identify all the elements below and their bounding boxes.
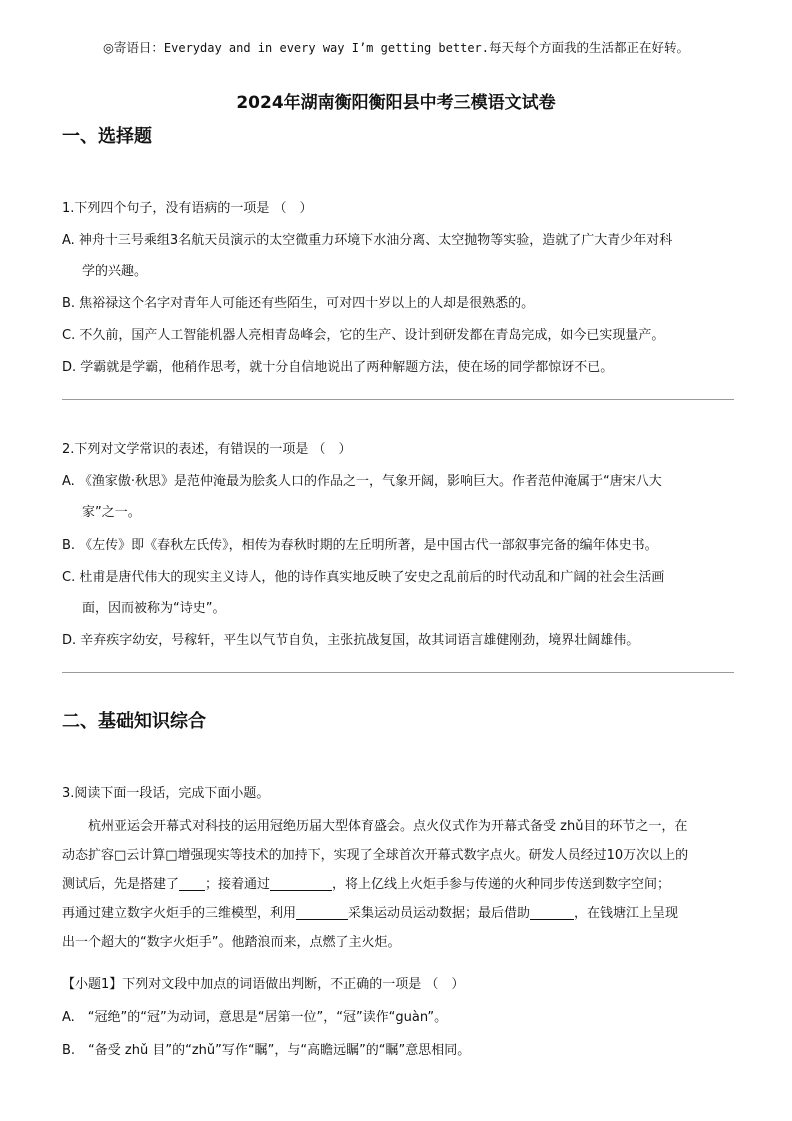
question-1-option-c[interactable] [62, 320, 734, 351]
option-text: A. 神舟十三号乘组3名航天员演示的太空微重力环境下水油分离、太空抛物等实验，造就了广大青少年对科 [62, 233, 673, 248]
question-1-stem: 1.下列四个句子，没有语病的一项是 （ ） [62, 201, 313, 216]
divider [62, 672, 734, 673]
passage-line: 再通过建立数字火炬手的三维模型，利用 采集运动员运动数据；最后借助 ，在钱塘江上呈现 [62, 906, 679, 921]
question-2-option-b[interactable] [62, 530, 734, 561]
option-text: D. 辛弃疾字幼安，号稼轩，平生以气节自负，主张抗战复国，故其词语言雄健刚劲，境界壮阔雄伟。 [62, 633, 640, 648]
option-text: D. 学霸就是学霸，他稍作思考，就十分自信地说出了两种解题方法，使在场的同学都惊讶不已。 [62, 360, 614, 375]
reading-passage [62, 812, 734, 957]
motto-line [0, 38, 792, 56]
option-text-continued: 面，因而被称为“诗史”。 [82, 601, 226, 616]
question-1-option-d[interactable] [62, 352, 734, 383]
fill-blank-2[interactable] [270, 876, 332, 891]
passage-line: 杭州亚运会开幕式对科技的运用冠绝历届大型体育盛会。点火仪式作为开幕式备受 zhǔ目的环节之一，在 [88, 819, 688, 834]
motto-chinese: 每天每个方面我的生活都正在好转。 [489, 40, 690, 55]
section-heading-choice: 一、选择题 [62, 126, 152, 147]
passage-line: 测试后，先是搭建了 ；接着通过 ，将上亿线上火炬手参与传递的火种同步传送到数字空间； [62, 877, 671, 892]
sub-question-1-stem: 【小题1】下列对文段中加点的词语做出判断，不正确的一项是 （ ） [62, 977, 465, 992]
fill-blank-3[interactable] [296, 905, 348, 920]
question-2-option-d[interactable] [62, 625, 734, 656]
section-heading-basics: 二、基础知识综合 [62, 711, 206, 732]
question-1-option-a[interactable] [62, 225, 734, 287]
option-text: C. 不久前，国产人工智能机器人亮相青岛峰会，它的生产、设计到研发都在青岛完成，如今已实现量产。 [62, 328, 665, 343]
option-text: B. 《左传》即《春秋左氏传》，相传为春秋时期的左丘明所著，是中国古代一部叙事完备的编年体史书。 [62, 538, 658, 553]
question-3-stem: 3.阅读下面一段话，完成下面小题。 [62, 786, 270, 801]
option-text-continued: 学的兴趣。 [82, 264, 148, 279]
sub-question-1-option-b[interactable]: B. “备受 zhǔ 目”的“zhǔ”写作“瞩”，与“高瞻远瞩”的“瞩”意思相同。 [62, 1043, 471, 1058]
motto-prefix: ◎寄语日： [102, 40, 164, 55]
fill-blank-4[interactable] [530, 905, 574, 920]
option-text-continued: 家”之一。 [82, 505, 141, 520]
sub-question-1-option-a[interactable]: A. “冠绝”的“冠”为动词，意思是“居第一位”，“冠”读作“guàn”。 [62, 1010, 448, 1025]
question-1-option-b[interactable] [62, 288, 734, 319]
option-text: A. 《渔家傲·秋思》是范仲淹最为脍炙人口的作品之一，气象开阔，影响巨大。作者范仲淹属于“唐宋八大 [62, 474, 662, 489]
option-text: B. 焦裕禄这个名字对青年人可能还有些陌生，可对四十岁以上的人却是很熟悉的。 [62, 296, 535, 311]
passage-line: 出一个超大的“数字火炬手”。他踏浪而来，点燃了主火炬。 [62, 935, 401, 950]
page-title: 2024年湖南衡阳衡阳县中考三模语文试卷 [236, 93, 556, 113]
question-2-stem: 2.下列对文学常识的表述，有错误的一项是 （ ） [62, 442, 352, 457]
question-2-option-c[interactable] [62, 562, 734, 624]
question-2-option-a[interactable] [62, 466, 734, 528]
option-text: C. 杜甫是唐代伟大的现实主义诗人，他的诗作真实地反映了安史之乱前后的时代动乱和广阔的社会生活画 [62, 570, 665, 585]
fill-blank-1[interactable] [179, 876, 205, 891]
divider [62, 399, 734, 400]
passage-line: 动态扩容□云计算□增强现实等技术的加持下，实现了全球首次开幕式数字点火。研发人员经过10万次以上的 [62, 848, 689, 863]
motto-english: Everyday and in every way I’m getting better. [163, 41, 489, 55]
